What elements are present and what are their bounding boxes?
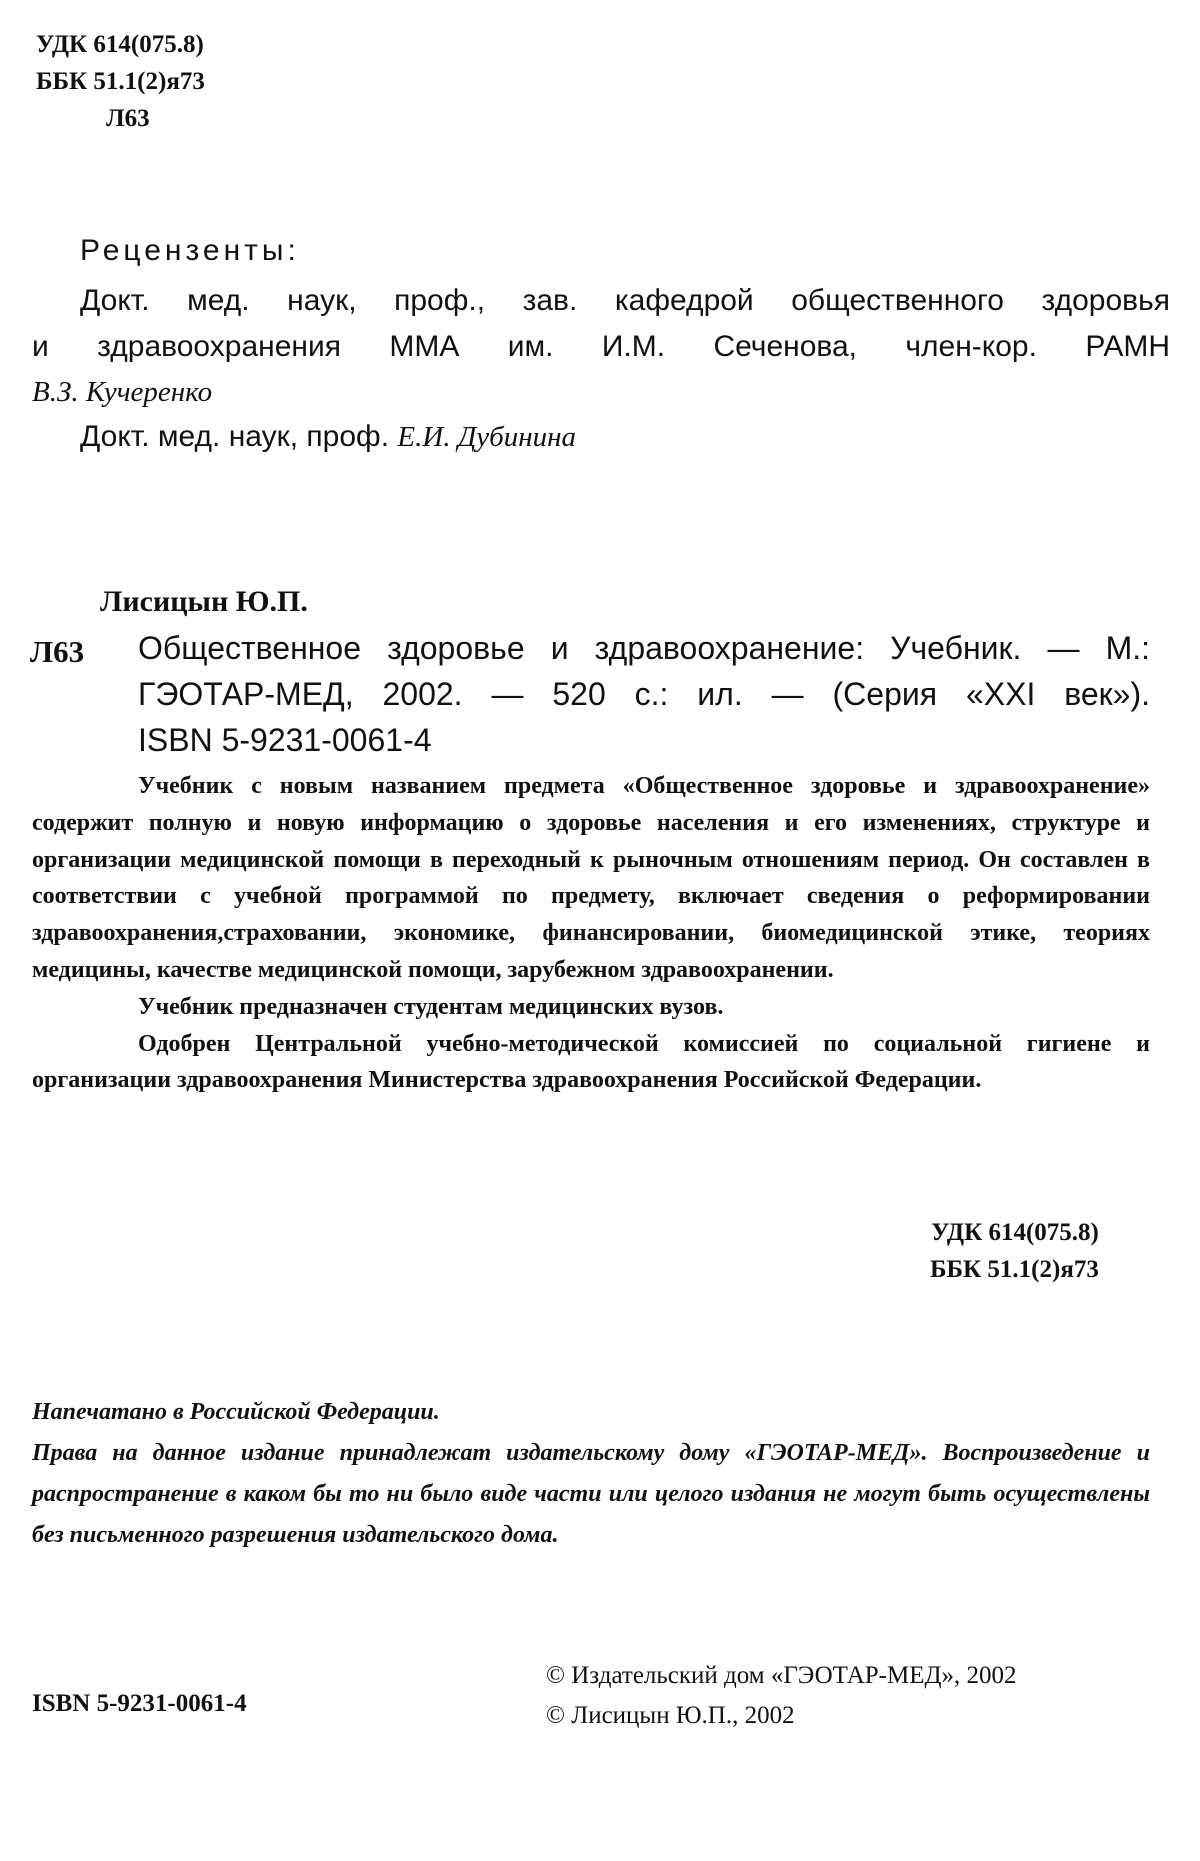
reviewer1-line2: и здравоохранения ММА им. И.М. Сеченова, член-кор. РАМН xyxy=(32,330,1170,363)
annotation-paragraph: Одобрен Центральной учебно-методической комиссией по социальной гигиене и организации здравоохранения Министерства здравоохранения Российской Федерации. xyxy=(32,1030,1150,1094)
catalog-publisher: ГЭОТАР-МЕД, 2002. — 520 с.: ил. — (Серия «XXI век»). xyxy=(138,676,1150,712)
catalog-code: Л63 xyxy=(30,634,85,669)
annotation-paragraph: Учебник с новым названием предмета «Общественное здоровье и здравоохранение» содержит полную и новую информацию о здоровье населения и его изменениях, структуре и организации медицинской помощи в переходный к рыночным отношениям период. Он составлен в соответствии с учебной программой по предмету, включает сведения о реформировании здравоохранения,страховании, экономике, финансировании, биомедицинской этике, теориях медицины, качестве медицинской помощи, зарубежном здравоохранении. xyxy=(32,773,1150,983)
rights-notice xyxy=(32,1392,1150,1556)
footer-isbn: ISBN 5-9231-0061-4 xyxy=(32,1690,247,1717)
catalog-isbn: ISBN 5-9231-0061-4 xyxy=(138,722,432,758)
reviewer2-name: Е.И. Дубинина xyxy=(397,421,576,453)
reviewers-heading: Рецензенты: xyxy=(80,234,300,267)
reviewer1-line1: Докт. мед. наук, проф., зав. кафедрой общественного здоровья xyxy=(80,284,1170,317)
author-mark: Л63 xyxy=(106,105,150,132)
udk-code: УДК 614(075.8) xyxy=(36,31,204,58)
copyright-publisher: © Издательский дом «ГЭОТАР-МЕД», 2002 xyxy=(546,1662,1017,1689)
classification-block-top xyxy=(36,26,205,137)
catalog-author: Лисицын Ю.П. xyxy=(100,585,308,618)
annotation-paragraph: Учебник предназначен студентам медицинских вузов. xyxy=(138,993,724,1020)
printed-in: Напечатано в Российской Федерации. xyxy=(32,1399,440,1425)
reviewer1-name: В.З. Кучеренко xyxy=(32,376,213,408)
catalog-title: Общественное здоровье и здравоохранение: Учебник. — М.: xyxy=(138,630,1150,666)
reviewer2-line xyxy=(80,420,576,454)
reviewer2-prefix: Докт. мед. наук, проф. xyxy=(80,420,390,453)
rights-text: Права на данное издание принадлежат издательскому дому «ГЭОТАР-МЕД». Воспроизведение и распространение в каком бы то ни было виде части или целого издания не могут быть осуществлены без письменного разрешения издательского дома. xyxy=(32,1440,1150,1548)
copyright-lines xyxy=(546,1656,1017,1736)
classification-block-bottom xyxy=(930,1214,1099,1288)
annotation xyxy=(32,768,1150,1099)
bbk-code: ББК 51.1(2)я73 xyxy=(36,68,205,95)
copyright-author: © Лисицын Ю.П., 2002 xyxy=(546,1702,795,1729)
udk-code: УДК 614(075.8) xyxy=(931,1219,1099,1246)
bbk-code: ББК 51.1(2)я73 xyxy=(930,1256,1099,1283)
